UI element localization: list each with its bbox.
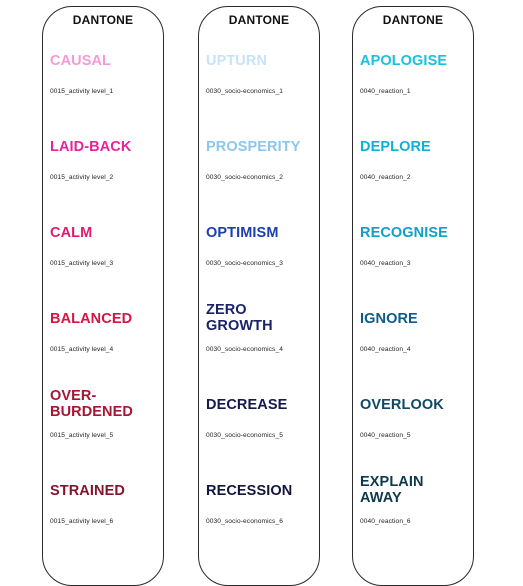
swatch-strip-1 [42, 6, 164, 586]
swatch-code: 0030_socio-economics_4 [206, 346, 283, 353]
swatch-word-line: DECREASE [206, 397, 288, 413]
swatch-word-line: OVER- [50, 388, 97, 404]
swatch-code: 0015_activity level_2 [50, 174, 114, 181]
strip-title: DANTONE [228, 13, 290, 27]
swatch-code: 0015_activity level_5 [50, 432, 114, 439]
swatch-word-line: IGNORE [360, 311, 418, 327]
swatch-word-line: OPTIMISM [206, 225, 279, 241]
swatch-code: 0040_reaction_6 [360, 518, 411, 525]
swatch-code: 0015_activity level_3 [50, 260, 114, 267]
swatch-code: 0040_reaction_5 [360, 432, 411, 439]
swatch-word [50, 139, 162, 155]
swatch-word-line: RECOGNISE [360, 225, 448, 241]
swatch-word [360, 311, 472, 327]
swatch-word-line: OVERLOOK [360, 397, 444, 413]
swatch-code: 0015_activity level_4 [50, 346, 114, 353]
swatch-word [360, 397, 472, 413]
swatch-strip-2 [198, 6, 320, 586]
swatch-word [206, 302, 318, 334]
swatch-code: 0030_socio-economics_5 [206, 432, 283, 439]
swatch-word [360, 139, 472, 155]
swatch-code: 0040_reaction_4 [360, 346, 411, 353]
swatch-word-line: STRAINED [50, 483, 125, 499]
swatch-word [206, 53, 318, 69]
swatch-word-line: UPTURN [206, 53, 268, 69]
swatch-code: 0040_reaction_2 [360, 174, 411, 181]
swatch-word [360, 474, 472, 506]
swatch-word-line: DEPLORE [360, 139, 431, 155]
swatch-word-line: APOLOGISE [360, 53, 448, 69]
swatch-word-line: GROWTH [206, 318, 273, 334]
swatch-code: 0015_activity level_6 [50, 518, 114, 525]
swatch-word [206, 397, 318, 413]
swatch-strip-3 [352, 6, 474, 586]
swatch-code: 0030_socio-economics_1 [206, 88, 283, 95]
swatch-code: 0040_reaction_1 [360, 88, 411, 95]
swatch-word-line: BURDENED [50, 404, 133, 420]
swatch-code: 0015_activity level_1 [50, 88, 114, 95]
swatch-word-line: LAID-BACK [50, 139, 132, 155]
swatch-word [50, 388, 162, 420]
swatch-word-line: RECESSION [206, 483, 293, 499]
swatch-word-line: EXPLAIN [360, 474, 424, 490]
swatch-word [206, 225, 318, 241]
swatch-word [50, 225, 162, 241]
swatch-word [50, 53, 162, 69]
swatch-word [360, 225, 472, 241]
swatch-word [50, 311, 162, 327]
swatch-word-line: BALANCED [50, 311, 133, 327]
swatch-word-line: CALM [50, 225, 93, 241]
swatch-code: 0030_socio-economics_3 [206, 260, 283, 267]
strip-title: DANTONE [382, 13, 444, 27]
swatch-word [50, 483, 162, 499]
swatch-word-line: ZERO [206, 302, 247, 318]
swatch-word [360, 53, 472, 69]
swatch-word-line: PROSPERITY [206, 139, 301, 155]
swatch-code: 0030_socio-economics_6 [206, 518, 283, 525]
swatch-word [206, 483, 318, 499]
swatch-word [206, 139, 318, 155]
swatch-word-line: CAUSAL [50, 53, 112, 69]
swatch-code: 0030_socio-economics_2 [206, 174, 283, 181]
swatch-word-line: AWAY [360, 490, 402, 506]
strip-title: DANTONE [72, 13, 134, 27]
swatch-code: 0040_reaction_3 [360, 260, 411, 267]
